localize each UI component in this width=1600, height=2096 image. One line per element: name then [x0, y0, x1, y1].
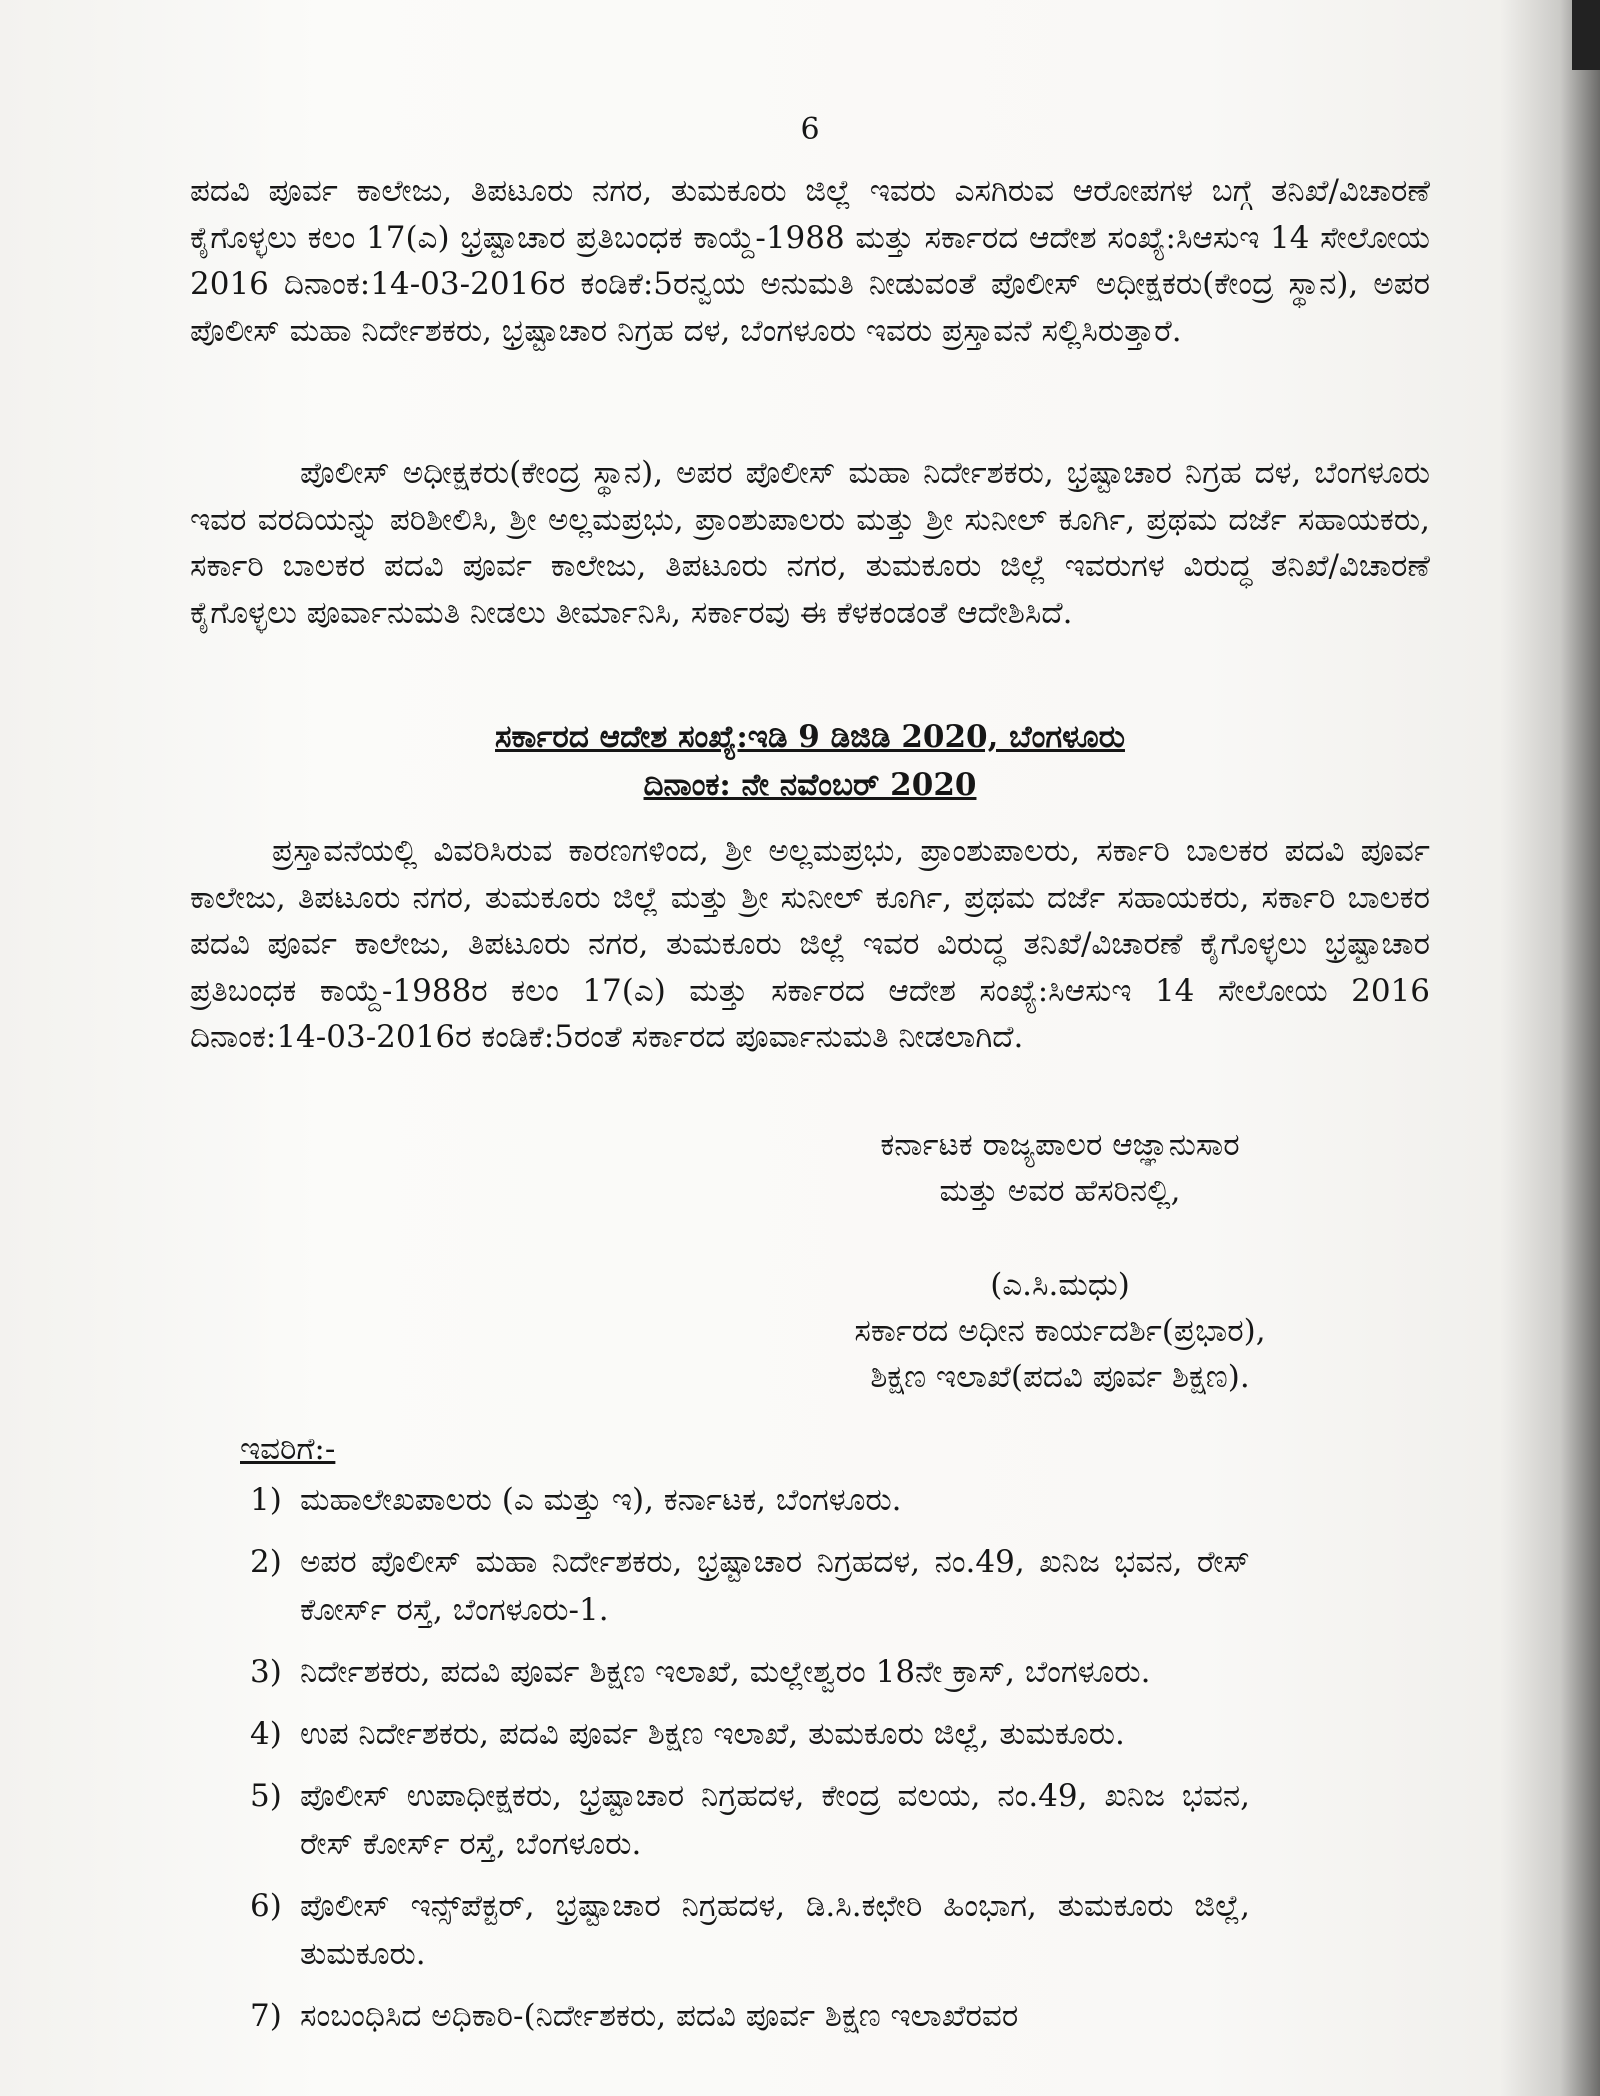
list-item-text: ಪೊಲೀಸ್ ಉಪಾಧೀಕ್ಷಕರು, ಭ್ರಷ್ಟಾಚಾರ ನಿಗ್ರಹದಳ, ಕೇಂದ್ರ ವಲಯ, ನಂ.49, ಖನಿಜ ಭವನ, ರೇಸ್ ಕೋರ್ಸ್ ರಸ್ತೆ, ಬೆಂಗಳೂರು.: [300, 1778, 1250, 1862]
signatory-department: ಶಿಕ್ಷಣ ಇಲಾಖೆ(ಪದವಿ ಪೂರ್ವ ಶಿಕ್ಷಣ).: [870, 1359, 1250, 1395]
list-item: [250, 1882, 1250, 1978]
list-item-number: 3): [250, 1654, 282, 1690]
list-item-number: 1): [250, 1482, 282, 1518]
order-heading-date-text: ದಿನಾಂಕ: ನೇ ನವೆಂಬರ್ 2020: [643, 767, 977, 803]
page-edge-dark: [1572, 0, 1600, 70]
list-item-number: 4): [250, 1716, 282, 1752]
signatory-designation: ಸರ್ಕಾರದ ಅಧೀನ ಕಾರ್ಯದರ್ಶಿ(ಪ್ರಭಾರ),: [854, 1313, 1266, 1349]
list-item-number: 5): [250, 1778, 282, 1814]
signatory-name: (ಎ.ಸಿ.ಮಧು): [990, 1267, 1130, 1303]
list-item-text: ನಿರ್ದೇಶಕರು, ಪದವಿ ಪೂರ್ವ ಶಿಕ್ಷಣ ಇಲಾಖೆ, ಮಲ್ಲೇಶ್ವರಂ 18ನೇ ಕ್ರಾಸ್, ಬೆಂಗಳೂರು.: [300, 1654, 1151, 1690]
signature-line-2: ಮತ್ತು ಅವರ ಹೆಸರಿನಲ್ಲಿ,: [939, 1173, 1181, 1209]
list-item: [250, 1538, 1250, 1634]
list-item-text: ಮಹಾಲೇಖಪಾಲರು (ಎ ಮತ್ತು ಇ), ಕರ್ನಾಟಕ, ಬೆಂಗಳೂರು.: [300, 1482, 902, 1518]
signature-line-1: ಕರ್ನಾಟಕ ರಾಜ್ಯಪಾಲರ ಆಜ್ಞಾನುಸಾರ: [880, 1127, 1240, 1163]
list-item-text: ಸಂಬಂಧಿಸಿದ ಅಧಿಕಾರಿ-(ನಿರ್ದೇಶಕರು, ಪದವಿ ಪೂರ್ವ ಶಿಕ್ಷಣ ಇಲಾಖೆರವರ: [300, 1998, 1019, 2034]
list-item-text: ಪೊಲೀಸ್ ಇನ್ಸ್‌ಪೆಕ್ಟರ್, ಭ್ರಷ್ಟಾಚಾರ ನಿಗ್ರಹದಳ, ಡಿ.ಸಿ.ಕಛೇರಿ ಹಿಂಭಾಗ, ತುಮಕೂರು ಜಿಲ್ಲೆ, ತುಮಕೂರು.: [300, 1888, 1250, 1972]
list-item: [250, 1772, 1250, 1868]
order-heading-date: [190, 762, 1430, 808]
order-heading-number-text: ಸರ್ಕಾರದ ಆದೇಶ ಸಂಖ್ಯೆ:ಇಡಿ 9 ಡಿಜಿಡಿ 2020, ಬೆಂಗಳೂರು: [495, 719, 1125, 755]
order-heading-number: [190, 714, 1430, 760]
paragraph-2: ಪೊಲೀಸ್ ಅಧೀಕ್ಷಕರು(ಕೇಂದ್ರ ಸ್ಥಾನ), ಅಪರ ಪೊಲೀಸ್ ಮಹಾ ನಿರ್ದೇಶಕರು, ಭ್ರಷ್ಟಾಚಾರ ನಿಗ್ರಹ ದಳ, ಬೆಂಗಳೂರು ಇವರ ವರದಿಯನ್ನು ಪರಿಶೀಲಿಸಿ, ಶ್ರೀ ಅಲ್ಲಮಪ್ರಭು, ಪ್ರಾಂಶುಪಾಲರು ಮತ್ತು ಶ್ರೀ ಸುನೀಲ್ ಕೂರ್ಗಿ, ಪ್ರಥಮ ದರ್ಜೆ ಸಹಾಯಕರು, ಸರ್ಕಾರಿ ಬಾಲಕರ ಪದವಿ ಪೂರ್ವ ಕಾಲೇಜು, ತಿಪಟೂರು ನಗರ, ತುಮಕೂರು ಜಿಲ್ಲೆ ಇವರುಗಳ ವಿರುದ್ಧ ತನಿಖೆ/ವಿಚಾರಣೆ ಕೈಗೊಳ್ಳಲು ಪೂರ್ವಾನುಮತಿ ನೀಡಲು ತೀರ್ಮಾನಿಸಿ, ಸರ್ಕಾರವು ಈ ಕೆಳಕಂಡಂತೆ ಆದೇಶಿಸಿದೆ.: [190, 455, 1430, 631]
recipients-list: [250, 1476, 1250, 2054]
list-item: [250, 1710, 1250, 1758]
paragraph-3: ಪ್ರಸ್ತಾವನೆಯಲ್ಲಿ ವಿವರಿಸಿರುವ ಕಾರಣಗಳಿಂದ, ಶ್ರೀ ಅಲ್ಲಮಪ್ರಭು, ಪ್ರಾಂಶುಪಾಲರು, ಸರ್ಕಾರಿ ಬಾಲಕರ ಪದವಿ ಪೂರ್ವ ಕಾಲೇಜು, ತಿಪಟೂರು ನಗರ, ತುಮಕೂರು ಜಿಲ್ಲೆ ಮತ್ತು ಶ್ರೀ ಸುನೀಲ್ ಕೂರ್ಗಿ, ಪ್ರಥಮ ದರ್ಜೆ ಸಹಾಯಕರು, ಸರ್ಕಾರಿ ಬಾಲಕರ ಪದವಿ ಪೂರ್ವ ಕಾಲೇಜು, ತಿಪಟೂರು ನಗರ, ತುಮಕೂರು ಜಿಲ್ಲೆ ಇವರ ವಿರುದ್ಧ ತನಿಖೆ/ವಿಚಾರಣೆ ಕೈಗೊಳ್ಳಲು ಭ್ರಷ್ಟಾಚಾರ ಪ್ರತಿಬಂಧಕ ಕಾಯ್ದೆ-1988ರ ಕಲಂ 17(ಎ) ಮತ್ತು ಸರ್ಕಾರದ ಆದೇಶ ಸಂಖ್ಯೆ:ಸಿಆಸುಇ 14 ಸೇಲೋಯ 2016 ದಿನಾಂಕ:14-03-2016ರ ಕಂಡಿಕೆ:5ರಂತೆ ಸರ್ಕಾರದ ಪೂರ್ವಾನುಮತಿ ನೀಡಲಾಗಿದೆ.: [190, 833, 1430, 1055]
list-item: [250, 1648, 1250, 1696]
paragraph-1: ಪದವಿ ಪೂರ್ವ ಕಾಲೇಜು, ತಿಪಟೂರು ನಗರ, ತುಮಕೂರು ಜಿಲ್ಲೆ ಇವರು ಎಸಗಿರುವ ಆರೋಪಗಳ ಬಗ್ಗೆ ತನಿಖೆ/ವಿಚಾರಣೆ ಕೈಗೊಳ್ಳಲು ಕಲಂ 17(ಎ) ಭ್ರಷ್ಟಾಚಾರ ಪ್ರತಿಬಂಧಕ ಕಾಯ್ದೆ-1988 ಮತ್ತು ಸರ್ಕಾರದ ಆದೇಶ ಸಂಖ್ಯೆ:ಸಿಆಸುಇ 14 ಸೇಲೋಯ 2016 ದಿನಾಂಕ:14-03-2016ರ ಕಂಡಿಕೆ:5ರನ್ವಯ ಅನುಮತಿ ನೀಡುವಂತೆ ಪೊಲೀಸ್ ಅಧೀಕ್ಷಕರು(ಕೇಂದ್ರ ಸ್ಥಾನ), ಅಪರ ಪೊಲೀಸ್ ಮಹಾ ನಿರ್ದೇಶಕರು, ಭ್ರಷ್ಟಾಚಾರ ನಿಗ್ರಹ ದಳ, ಬೆಂಗಳೂರು ಇವರು ಪ್ರಸ್ತಾವನೆ ಸಲ್ಲಿಸಿರುತ್ತಾರೆ.: [190, 173, 1430, 349]
list-item: [250, 1992, 1250, 2040]
recipients-title: ಇವರಿಗೆ:-: [240, 1431, 336, 1467]
list-item: [250, 1476, 1250, 1524]
list-item-number: 7): [250, 1998, 282, 2034]
list-item-text: ಉಪ ನಿರ್ದೇಶಕರು, ಪದವಿ ಪೂರ್ವ ಶಿಕ್ಷಣ ಇಲಾಖೆ, ತುಮಕೂರು ಜಿಲ್ಲೆ, ತುಮಕೂರು.: [300, 1716, 1125, 1752]
page-edge-shadow: [1500, 0, 1600, 2096]
list-item-text: ಅಪರ ಪೊಲೀಸ್ ಮಹಾ ನಿರ್ದೇಶಕರು, ಭ್ರಷ್ಟಾಚಾರ ನಿಗ್ರಹದಳ, ನಂ.49, ಖನಿಜ ಭವನ, ರೇಸ್ ಕೋರ್ಸ್ ರಸ್ತೆ, ಬೆಂಗಳೂರು-1.: [300, 1544, 1250, 1628]
list-item-number: 2): [250, 1544, 282, 1580]
list-item-number: 6): [250, 1888, 282, 1924]
page-number: 6: [800, 112, 820, 147]
